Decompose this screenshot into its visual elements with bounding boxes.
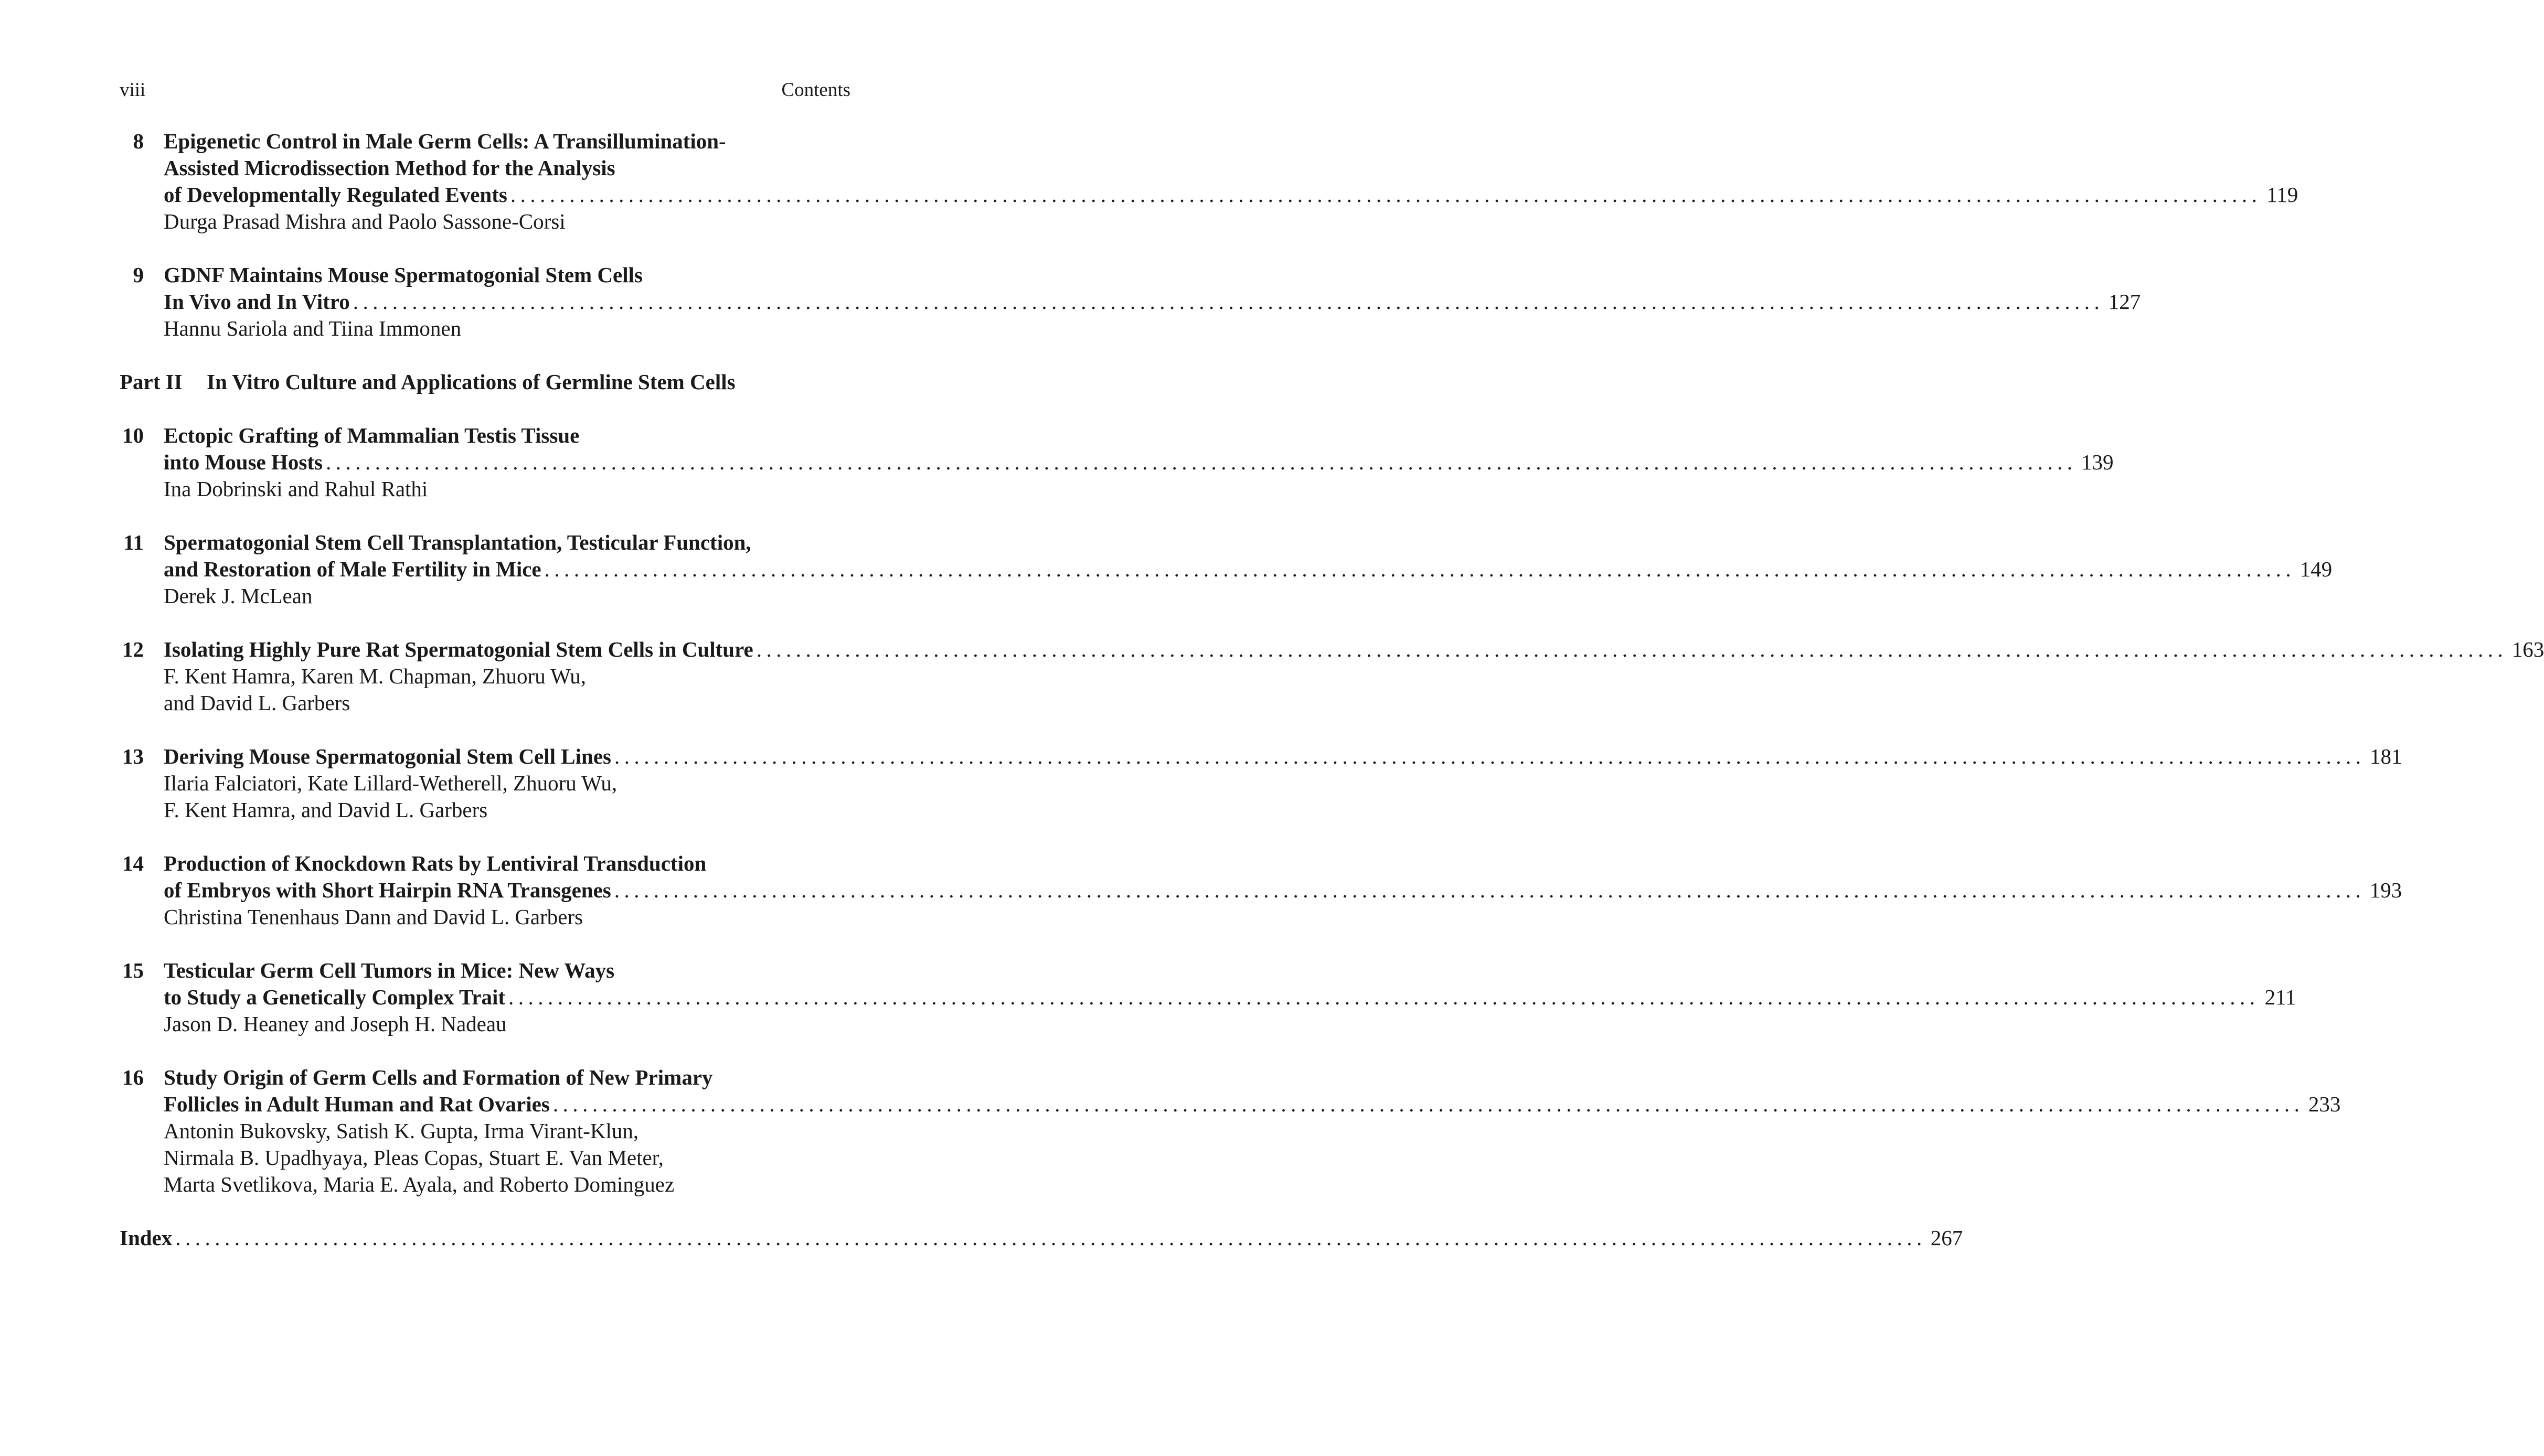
author-line: Christina Tenenhaus Dann and David L. Garbers (164, 905, 583, 929)
chapter-number: 13 (122, 744, 144, 768)
author-line: Durga Prasad Mishra and Paolo Sassone-Corsi (164, 209, 566, 233)
dot-leader: .................................................................................................................................................................................. (552, 1092, 2304, 1116)
page-ref: 233 (2308, 1092, 2341, 1116)
chapter-number: 16 (122, 1065, 144, 1089)
toc-entry[interactable] (120, 262, 2141, 342)
spacer (120, 1198, 850, 1225)
chapter-number: 11 (123, 530, 144, 554)
entry-body (164, 957, 2296, 1037)
author-line: Hannu Sariola and Tiina Immonen (164, 316, 462, 340)
chapter-number: 9 (133, 263, 144, 287)
toc-entry[interactable] (120, 957, 2296, 1037)
spacer (120, 930, 850, 957)
page-ref: 149 (2300, 557, 2333, 581)
title-final-line (164, 288, 2141, 315)
title-line: Production of Knockdown Rats by Lentiviral Transduction (164, 851, 707, 875)
running-head (120, 79, 850, 105)
chapter-authors (164, 770, 850, 823)
title-final-line (164, 449, 2114, 476)
title-final-line (164, 877, 2402, 904)
dot-leader: .................................................................................................................................................................................. (614, 744, 2366, 768)
chapter-authors (164, 1118, 850, 1198)
author-line: Antonin Bukovsky, Satish K. Gupta, Irma Virant-Klun, (164, 1119, 639, 1143)
dot-leader: .................................................................................................................................................................................. (756, 637, 2508, 661)
dot-leader: .................................................................................................................................................................................. (614, 878, 2366, 902)
chapter-group-part-ii (120, 422, 2544, 1225)
dot-leader: .................................................................................................................................................................................. (544, 557, 2296, 581)
title-line: Assisted Microdissection Method for the Analysis (164, 156, 615, 180)
chapter-authors (164, 208, 850, 235)
title-line: Epigenetic Control in Male Germ Cells: A Transillumination- (164, 129, 726, 153)
chapter-title (164, 262, 850, 288)
title-final-text: Deriving Mouse Spermatogonial Stem Cell Lines (164, 744, 611, 768)
entry-body (164, 636, 2544, 716)
chapter-authors (164, 583, 850, 609)
part-label: Part II (120, 370, 183, 394)
chapter-title (164, 529, 850, 556)
title-line: Testicular Germ Cell Tumors in Mice: New Ways (164, 958, 615, 982)
page-ref: 181 (2369, 744, 2402, 768)
chapter-authors (164, 663, 850, 716)
chapter-title (164, 128, 850, 181)
title-final-line (164, 181, 2298, 208)
spacer (120, 342, 850, 369)
page-ref: 127 (2108, 290, 2141, 314)
part-title: In Vitro Culture and Applications of Germline Stem Cells (207, 370, 736, 394)
toc-entry[interactable] (120, 422, 2114, 502)
title-final-text: In Vivo and In Vitro (164, 290, 350, 314)
toc-entry[interactable] (120, 850, 2402, 930)
chapter-authors (164, 904, 850, 930)
running-title: Contents (781, 79, 850, 101)
toc-entry[interactable] (120, 529, 2333, 609)
author-line: and David L. Garbers (164, 691, 350, 715)
index-label: Index (120, 1226, 173, 1250)
title-final-line (164, 636, 2544, 663)
chapter-authors (164, 1011, 850, 1037)
entry-body (164, 1064, 2341, 1198)
entry-body (164, 128, 2298, 235)
chapter-number: 8 (133, 129, 144, 153)
author-line: Ina Dobrinski and Rahul Rathi (164, 477, 428, 501)
dot-leader: .................................................................................................................................................................................. (353, 290, 2104, 314)
chapter-authors (164, 315, 850, 342)
spacer (120, 609, 850, 636)
page-ref: 193 (2369, 878, 2402, 902)
entry-body (164, 850, 2402, 930)
entry-body (164, 529, 2333, 609)
chapter-title (164, 422, 850, 449)
part-heading (120, 369, 850, 395)
entry-body (164, 422, 2114, 502)
dot-leader: .................................................................................................................................................................................. (325, 450, 2077, 474)
chapter-title (164, 850, 850, 877)
chapter-number: 10 (122, 423, 144, 447)
author-line: Marta Svetlikova, Maria E. Ayala, and Roberto Dominguez (164, 1172, 675, 1196)
title-line: Study Origin of Germ Cells and Formation of New Primary (164, 1065, 713, 1089)
toc-entry[interactable] (120, 636, 2544, 716)
index-entry[interactable] (120, 1225, 1963, 1251)
title-final-text: to Study a Genetically Complex Trait (164, 985, 506, 1009)
dot-leader: .................................................................................................................................................................................. (508, 985, 2260, 1009)
title-final-text: and Restoration of Male Fertility in Mice (164, 557, 541, 581)
spacer (120, 395, 850, 422)
page-ref: 211 (2264, 985, 2296, 1009)
title-line: GDNF Maintains Mouse Spermatogonial Stem Cells (164, 263, 643, 287)
author-line: Derek J. McLean (164, 584, 313, 608)
chapter-number: 15 (122, 958, 144, 982)
author-line: Jason D. Heaney and Joseph H. Nadeau (164, 1012, 507, 1036)
dot-leader: .................................................................................................................................................................................. (510, 183, 2262, 207)
toc-entry[interactable] (120, 1064, 2341, 1198)
title-final-line (164, 1091, 2341, 1118)
chapter-title (164, 957, 850, 984)
author-line: F. Kent Hamra, Karen M. Chapman, Zhuoru Wu, (164, 664, 587, 688)
title-final-text: Isolating Highly Pure Rat Spermatogonial Stem Cells in Culture (164, 637, 753, 661)
author-line: F. Kent Hamra, and David L. Garbers (164, 798, 488, 822)
title-final-line (164, 984, 2296, 1011)
title-final-text: Follicles in Adult Human and Rat Ovaries (164, 1092, 550, 1116)
index-page-number: 267 (1930, 1226, 1963, 1250)
chapter-number: 14 (122, 851, 144, 875)
title-final-line (164, 743, 2402, 770)
toc-entry[interactable] (120, 128, 2298, 235)
title-final-text: of Embryos with Short Hairpin RNA Transgenes (164, 878, 611, 902)
table-of-contents (120, 128, 2544, 1251)
title-line: Ectopic Grafting of Mammalian Testis Tissue (164, 423, 580, 447)
entry-body (164, 743, 2402, 823)
spacer (120, 502, 850, 529)
chapter-authors (164, 476, 850, 502)
dot-leader: .................................................................................................................................................................................. (175, 1226, 1926, 1250)
page-ref: 163 (2511, 637, 2544, 661)
spacer (120, 823, 850, 850)
title-final-line (164, 556, 2333, 583)
title-final-text: of Developmentally Regulated Events (164, 183, 507, 207)
page-ref: 119 (2266, 183, 2298, 207)
chapter-group-part-i (120, 128, 2298, 369)
page-ref: 139 (2081, 450, 2114, 474)
entry-body (164, 262, 2141, 342)
title-line: Spermatogonial Stem Cell Transplantation, Testicular Function, (164, 530, 751, 554)
author-line: Nirmala B. Upadhyaya, Pleas Copas, Stuart E. Van Meter, (164, 1145, 664, 1170)
toc-entry[interactable] (120, 743, 2402, 823)
author-line: Ilaria Falciatori, Kate Lillard-Wetherell, Zhuoru Wu, (164, 771, 618, 795)
page-number: viii (120, 79, 146, 101)
chapter-number: 12 (122, 637, 144, 661)
spacer (120, 235, 850, 262)
spacer (120, 716, 850, 743)
spacer (120, 1037, 850, 1064)
chapter-title (164, 1064, 850, 1091)
title-final-text: into Mouse Hosts (164, 450, 323, 474)
